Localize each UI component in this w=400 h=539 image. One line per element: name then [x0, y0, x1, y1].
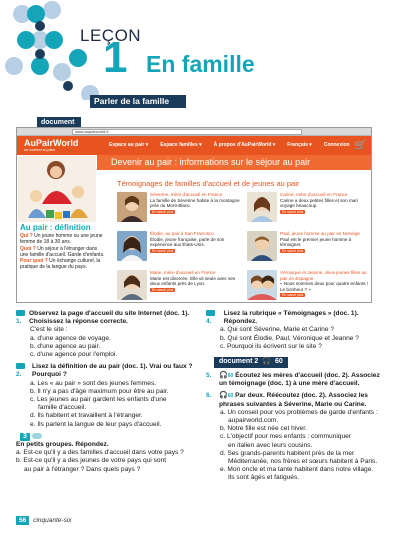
exercise-4: 4. Lisez la rubrique « Témoignages » (doc. 1). Répondez. a. Qui sont Séverine, Marie et Carine ? b. Qui sont Élodie, Paul, Véronique et Jeanne ? c. Pourquoi ils écrivent sur le site ? — [206, 310, 359, 350]
testimonials-section — [117, 179, 372, 303]
testimonials-title: Témoignages de familles d'accueil et de jeunes au pair — [117, 179, 300, 188]
exercise-number-badge: 3 — [20, 433, 30, 441]
definition-box: Au pair : définition Qui ? Un jeune homme ou une jeune femme de 18 à 30 ans. Quoi ? Un séjour à l'étranger dans une famille d'accueil. Garde d'enfants. Pour quoi ? Un échange culturel, la pratique de la langue du pays. — [20, 223, 105, 271]
exercise-2: 2. Lisez la définition de au pair (doc. 1). Vrai ou faux ? Pourquoi ? a. Les « au pair » sont des jeunes femmes. b. Il n'y a pas d'âge maximum pour être au pair. c. Les jeunes au pair gardent les enfants d'une famille d'accueil. d. Ils habitent et travaillent à l'étranger. e. Ils parlent la langue de leur pays d'accueil. — [16, 363, 193, 428]
testimonial-card: Carine, mère d'accueil en France Carine a deux petites filles et son mari voyage beaucoup. En savoir plus — [247, 192, 372, 227]
page-number: 56 — [16, 516, 29, 525]
exercise-1: 1. Observez la page d'accueil du site Internet (doc. 1). Choisissez la réponse correcte. C'est le site : a. d'une agence de voyage. b. d'une agence au pair. c. d'une agence pour l'emploi. — [16, 310, 190, 359]
testimonial-card: Paul, jeune homme au pair en Norvège Paul est le premier jeune homme à témoigner. En savoir plus — [247, 231, 372, 266]
nav-language[interactable]: Français ▾ — [287, 142, 312, 148]
document-2-tag: document 2 🎧 60 — [214, 357, 288, 368]
read-more-button[interactable]: En savoir plus — [282, 248, 304, 253]
nav-connexion[interactable]: Connexion — [323, 142, 350, 148]
nav-a-propos[interactable]: À propos d'AuPairWorld ▾ — [213, 142, 276, 148]
book-icon — [16, 363, 25, 369]
portrait-photo — [117, 270, 147, 300]
testimonial-card: Véronique et Jeanne, deux jeunes filles au pair en Espagne « Nous sommes deux pour quatre enfants ! Le bonheur ? » En savoir plus — [247, 270, 372, 303]
page-banner: Devenir au pair : informations sur le séjour au pair — [97, 155, 372, 170]
exercise-6: 6. 🎧60 Par deux. Réécoutez (doc. 2). Associez les phrases suivantes à Séverine, Marie ou Carine. a. Un conseil pour vos problèmes de garde d'enfants : aupairworld.com. b. Notre fille est née cet hiver. c. L'objectif pour mes enfants : communiquer en italien avec leurs cousins. d. Ses grands-parents habitent près de la mer Méditerranée, nos frères et sœurs habitent à Paris. e. Mon oncle et ma tante habitent dans notre village. Ils sont âgés et fatigués. — [206, 392, 378, 482]
url-bar[interactable]: www.aupairworld.fr — [72, 129, 302, 135]
read-more-button[interactable]: En savoir plus — [282, 209, 304, 214]
portrait-photo — [117, 231, 147, 261]
browser-toolbar — [17, 128, 371, 136]
cart-icon[interactable]: 🛒 — [354, 140, 367, 151]
read-more-button[interactable]: En savoir plus — [152, 248, 174, 253]
read-more-button[interactable]: En savoir plus — [282, 293, 304, 298]
site-logo[interactable]: AuPairWorld we connect au pairs — [24, 138, 79, 152]
exercises-left-column — [16, 310, 198, 478]
read-more-button[interactable]: En savoir plus — [152, 209, 174, 214]
read-more-button[interactable]: En savoir plus — [152, 287, 174, 292]
testimonial-card: Élodie, au pair à San Francisco Élodie, jeune française, parle de son expérience aux États-Unis. En savoir plus — [117, 231, 242, 266]
exercise-5: 5. 🎧60 Écoutez les mères d'accueil (doc. 2). Associez un témoignage (doc. 1) à une mère d'accueil. — [206, 372, 380, 388]
portrait-photo — [247, 192, 277, 222]
testimonial-card: Séverine, mère d'accueil en France La famille de Séverine habite à la montagne près du Mont-Blanc. En savoir plus — [117, 192, 242, 227]
group-icon — [32, 433, 42, 439]
portrait-photo — [247, 270, 277, 300]
portrait-photo — [247, 231, 277, 261]
document-1-tag: document — [37, 117, 81, 128]
lesson-label: LEÇON — [80, 26, 142, 45]
portrait-photo — [117, 192, 147, 222]
lesson-number: 1 — [103, 33, 128, 82]
headphones-icon: 🎧 — [219, 392, 228, 400]
exercise-3: 3 En petits groupes. Répondez. a. Est-ce qu'il y a des familles d'accueil dans votre pays ? b. Est-ce qu'il y a des jeunes de votre pays qui sont au pair à l'étranger ? Dans quels pays ? — [16, 432, 184, 473]
website-screenshot — [16, 127, 372, 303]
headphones-icon: 🎧 — [262, 358, 272, 366]
section-title: Parler de la famille — [90, 95, 186, 108]
headphones-icon: 🎧 — [219, 372, 228, 380]
exercises-right-column — [206, 310, 386, 487]
nav-espace-familles[interactable]: Espace familles ▾ — [160, 142, 202, 148]
hero-family-photo — [18, 156, 96, 222]
nav-espace-au-pair[interactable]: Espace au pair ▾ — [109, 142, 149, 148]
testimonial-card: Marie, mère d'accueil en France Marie est divorcée. Elle vit seule avec ses deux enfants près de Lyon. En savoir plus — [117, 270, 242, 303]
page-footer — [16, 516, 72, 525]
page-number-words: cinquante-six — [33, 517, 72, 524]
lesson-title: En famille — [146, 51, 255, 77]
site-navigation — [17, 136, 371, 155]
book-icon — [16, 310, 25, 316]
definition-title: Au pair : définition — [20, 223, 91, 232]
book-icon — [206, 310, 215, 316]
